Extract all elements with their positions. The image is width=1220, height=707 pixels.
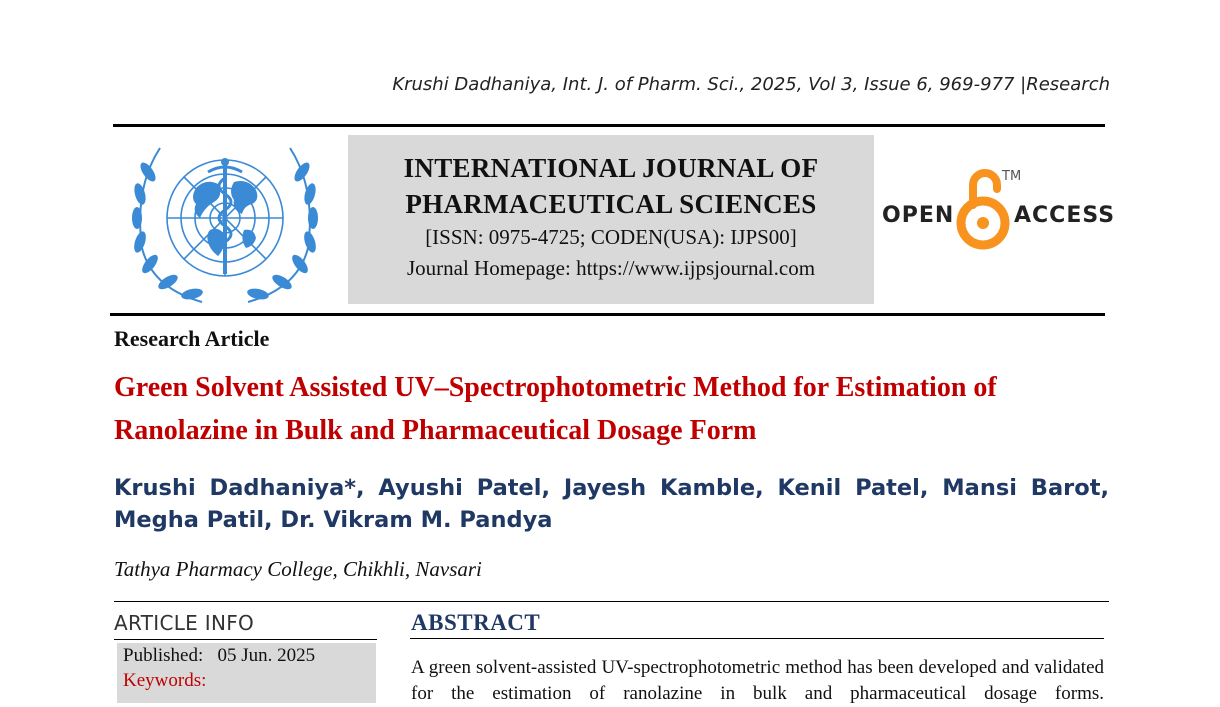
- journal-homepage: Journal Homepage: https://www.ijpsjournal.com: [406, 256, 816, 280]
- abstract-text: A green solvent-assisted UV-spectrophotometric method has been developed and validated for the estimation of ranolazine in bulk and pharmaceutical dosage forms.: [411, 657, 1104, 704]
- journal-name-line2: PHARMACEUTICAL SCIENCES: [405, 189, 817, 219]
- article-authors: Krushi Dadhaniya*, Ayushi Patel, Jayesh Kamble, Kenil Patel, Mansi Barot, Megha Patil, Dr. Vikram M. Pandya: [114, 475, 1109, 533]
- un-emblem-logo: [126, 138, 324, 306]
- article-type: Research Article: [114, 326, 270, 351]
- open-access-logo: [880, 165, 1116, 255]
- abstract-heading: ABSTRACT: [411, 610, 541, 635]
- article-info-rule: [114, 639, 377, 640]
- article-title: Green Solvent Assisted UV–Spectrophotometric Method for Estimation of Ranolazine in Bulk and Pharmaceutical Dosage Form: [114, 372, 997, 446]
- abstract-rule: [410, 638, 1104, 639]
- open-access-tm: TM: [1002, 169, 1022, 184]
- article-info-box: [117, 643, 376, 703]
- open-access-open-text: OPEN: [882, 203, 955, 228]
- journal-issn: [ISSN: 0975-4725; CODEN(USA): IJPS00]: [425, 225, 797, 249]
- open-access-access-text: ACCESS: [1014, 203, 1116, 228]
- journal-masthead: [348, 135, 874, 304]
- header-rule-bottom: [110, 313, 1105, 316]
- section-divider: [114, 601, 1109, 602]
- header-rule-top: [113, 124, 1105, 127]
- article-affiliation: Tathya Pharmacy College, Chikhli, Navsari: [114, 557, 482, 581]
- running-head: Krushi Dadhaniya, Int. J. of Pharm. Sci., 2025, Vol 3, Issue 6, 969-977 |Research: [392, 74, 1110, 95]
- article-info-heading: ARTICLE INFO: [114, 611, 255, 635]
- keywords-label: Keywords:: [123, 670, 207, 691]
- journal-name-line1: INTERNATIONAL JOURNAL OF: [403, 153, 819, 183]
- published-date: Published: 05 Jun. 2025: [123, 645, 316, 666]
